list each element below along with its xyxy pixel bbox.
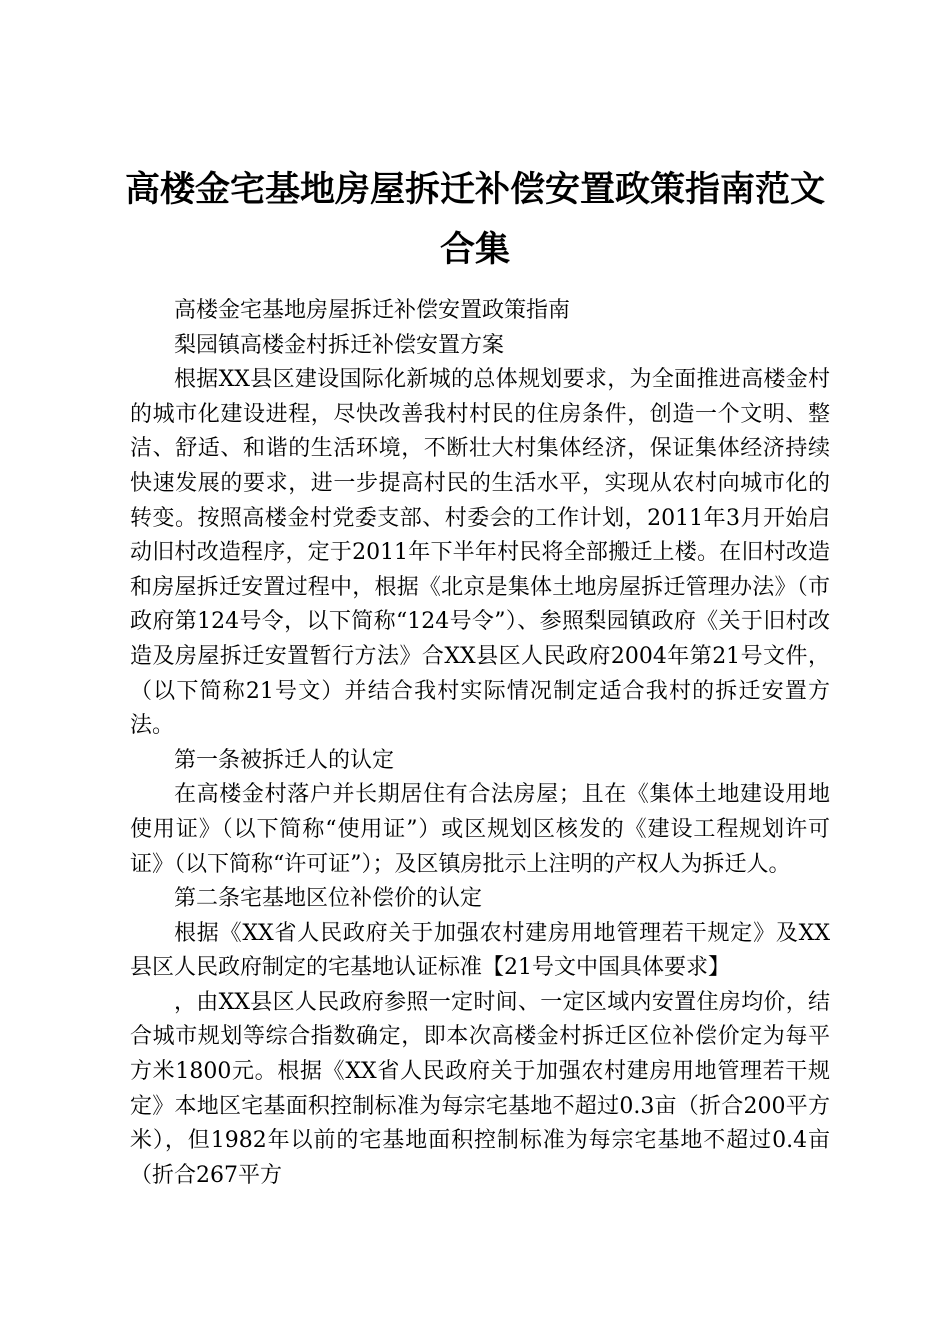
document-title: 高楼金宅基地房屋拆迁补偿安置政策指南范文合集 xyxy=(124,170,825,270)
paragraph-intro: 根据XX县区建设国际化新城的总体规划要求，为全面推进高楼金村的城市化建设进程，尽快改善我村村民的住房条件，创造一个文明、整洁、舒适、和谐的生活环境，不断壮大村集体经济，保证集体经济持续快速发展的要求，进一步提高村民的生活水平，实现从农村向城市化的转变。按照高楼金村党委支部、村委会的工作计划，2011年3月开始启动旧村改造程序，定于2011年下半年村民将全部搬迁上楼。在旧村改造和房屋拆迁安置过程中，根据《北京是集体土地房屋拆迁管理办法》（市政府第124号令，以下简称“124号令”）、参照梨园镇政府《关于旧村改造及房屋拆迁安置暂行方法》合XX县区人民政府2004年第21号文件，（以下简称21号文）并结合我村实际情况制定适合我村的拆迁安置方法。 xyxy=(130,367,830,739)
paragraph-article-2-body: ，由XX县区人民政府参照一定时间、一定区域内安置住房均价，结合城市规划等综合指数确定，即本次高楼金村拆迁区位补偿价定为每平方米1800元。根据《XX省人民政府关于加强农村建房用地管理若干规定》本地区宅基面积控制标准为每宗宅基地不超过0.3亩（折合200平方米），但1982年以前的宅基地面积控制标准为每宗宅基地不超过0.4亩（折合267平方 xyxy=(130,989,830,1188)
document-body xyxy=(130,294,830,1193)
paragraph-plan-title: 梨园镇高楼金村拆迁补偿安置方案 xyxy=(174,332,505,358)
paragraph-article-2-heading: 第二条宅基地区位补偿价的认定 xyxy=(174,886,483,912)
paragraph-article-2-basis: 根据《XX省人民政府关于加强农村建房用地管理若干规定》及XX县区人民政府制定的宅基地认证标准【21号文中国具体要求】 xyxy=(130,920,830,981)
paragraph-article-1-body: 在高楼金村落户并长期居住有合法房屋；且在《集体土地建设用地使用证》（以下简称“使用证”）或区规划区核发的《建设工程规划许可证》（以下简称“许可证”）；及区镇房批示上注明的产权人为拆迁人。 xyxy=(130,782,830,877)
paragraph-subtitle: 高楼金宅基地房屋拆迁补偿安置政策指南 xyxy=(174,298,571,323)
paragraph-article-1-heading: 第一条被拆迁人的认定 xyxy=(174,747,395,773)
